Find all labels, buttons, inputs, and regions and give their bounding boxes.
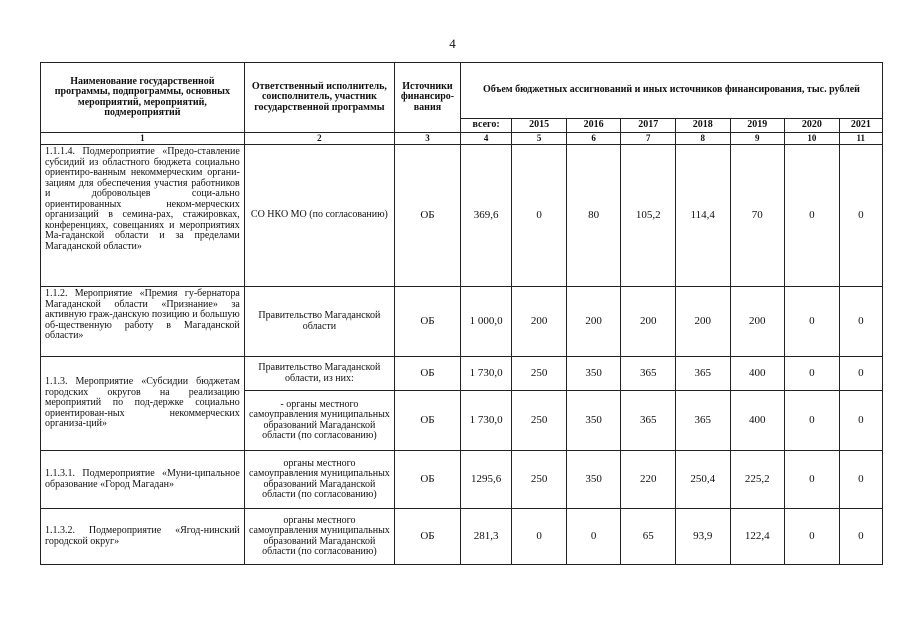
header-total: всего: [460, 119, 511, 133]
value-2019: 200 [730, 287, 785, 357]
value-2019: 70 [730, 145, 785, 287]
value-2019: 122,4 [730, 509, 785, 565]
value-2016: 350 [566, 451, 621, 509]
header-year: 2015 [512, 119, 567, 133]
value-2018: 114,4 [675, 145, 730, 287]
value-2021: 0 [839, 287, 882, 357]
value-total: 1 000,0 [460, 287, 511, 357]
value-2016: 80 [566, 145, 621, 287]
row-responsible: - органы местного самоуправления муниципальных образований Магаданской области (по согласованию) [244, 391, 394, 451]
value-2021: 0 [839, 357, 882, 391]
value-2017: 200 [621, 287, 676, 357]
value-2019: 400 [730, 391, 785, 451]
header-volume: Объем бюджетных ассигнований и иных источников финансирования, тыс. рублей [460, 63, 882, 119]
value-2018: 250,4 [675, 451, 730, 509]
header-name: Наименование государственной программы, подпрограммы, основных мероприятий, мероприятий, подмероприятий [41, 63, 245, 133]
value-total: 1 730,0 [460, 357, 511, 391]
row-responsible: органы местного самоуправления муниципальных образований Магаданской области (по согласованию) [244, 451, 394, 509]
row-responsible: Правительство Магаданской области, из них: [244, 357, 394, 391]
column-index: 5 [512, 133, 567, 145]
row-name: 1.1.3.2. Подмероприятие «Ягод-нинский городской округ» [41, 509, 245, 565]
value-2020: 0 [785, 451, 840, 509]
value-2020: 0 [785, 145, 840, 287]
row-source: ОБ [395, 451, 461, 509]
table-row [41, 287, 883, 357]
value-2017: 220 [621, 451, 676, 509]
value-2017: 65 [621, 509, 676, 565]
value-2021: 0 [839, 391, 882, 451]
row-source: ОБ [395, 145, 461, 287]
value-2016: 350 [566, 391, 621, 451]
table-row [41, 509, 883, 565]
header-year: 2020 [785, 119, 840, 133]
value-2015: 0 [512, 509, 567, 565]
column-index: 4 [460, 133, 511, 145]
row-name: 1.1.3.1. Подмероприятие «Муни-ципальное образование «Город Магадан» [41, 451, 245, 509]
column-index: 8 [675, 133, 730, 145]
value-2020: 0 [785, 509, 840, 565]
column-index: 10 [785, 133, 840, 145]
header-year: 2021 [839, 119, 882, 133]
value-2017: 365 [621, 391, 676, 451]
value-2015: 250 [512, 451, 567, 509]
value-2017: 105,2 [621, 145, 676, 287]
value-total: 1295,6 [460, 451, 511, 509]
table-row [41, 145, 883, 287]
table-row [41, 357, 883, 391]
value-2015: 250 [512, 357, 567, 391]
value-2017: 365 [621, 357, 676, 391]
header-responsible: Ответственный исполнитель, соисполнитель, участник государственной программы [244, 63, 394, 133]
value-2016: 350 [566, 357, 621, 391]
row-responsible: Правительство Магаданской области [244, 287, 394, 357]
value-total: 369,6 [460, 145, 511, 287]
value-2020: 0 [785, 391, 840, 451]
value-2020: 0 [785, 357, 840, 391]
column-index: 1 [41, 133, 245, 145]
value-2018: 365 [675, 391, 730, 451]
header-year: 2017 [621, 119, 676, 133]
row-source: ОБ [395, 357, 461, 391]
header-source: Источники финансиро-вания [395, 63, 461, 133]
value-2018: 365 [675, 357, 730, 391]
row-name: 1.1.1.4. Подмероприятие «Предо-ставление субсидий из областного бюджета социально ориентиро-ванным некоммерческим органи-зациям для обеспечения участия работников и добровольцев соци-ально ориентированных неком-мерческих организаций в семина-рах, стажировках, конференциях, совещаниях и мероприятиях Ма-гаданской области и за пределами Магаданской области» [41, 145, 245, 287]
value-2021: 0 [839, 145, 882, 287]
value-2015: 200 [512, 287, 567, 357]
budget-table [40, 62, 883, 565]
header-year: 2016 [566, 119, 621, 133]
column-index: 7 [621, 133, 676, 145]
row-source: ОБ [395, 287, 461, 357]
column-index: 3 [395, 133, 461, 145]
table-row [41, 451, 883, 509]
row-source: ОБ [395, 509, 461, 565]
row-source: ОБ [395, 391, 461, 451]
value-2015: 0 [512, 145, 567, 287]
value-total: 1 730,0 [460, 391, 511, 451]
value-2021: 0 [839, 509, 882, 565]
column-index: 2 [244, 133, 394, 145]
value-2016: 200 [566, 287, 621, 357]
value-2021: 0 [839, 451, 882, 509]
row-name: 1.1.2. Мероприятие «Премия гу-бернатора Магаданской области «Признание» за активную граж-данскую позицию и большую об-щественную работу в Магаданской области» [41, 287, 245, 357]
value-2019: 400 [730, 357, 785, 391]
value-2019: 225,2 [730, 451, 785, 509]
row-name: 1.1.3. Мероприятие «Субсидии бюджетам городских округов на реализацию мероприятий по под-держке социально ориентирован-ных некоммерческих организа-ций» [41, 357, 245, 451]
header-year: 2018 [675, 119, 730, 133]
header-year: 2019 [730, 119, 785, 133]
value-total: 281,3 [460, 509, 511, 565]
row-responsible: органы местного самоуправления муниципальных образований Магаданской области (по согласованию) [244, 509, 394, 565]
row-responsible: СО НКО МО (по согласованию) [244, 145, 394, 287]
value-2020: 0 [785, 287, 840, 357]
column-index: 11 [839, 133, 882, 145]
page-number: 4 [449, 36, 456, 51]
value-2018: 200 [675, 287, 730, 357]
value-2016: 0 [566, 509, 621, 565]
column-index: 6 [566, 133, 621, 145]
value-2018: 93,9 [675, 509, 730, 565]
column-index: 9 [730, 133, 785, 145]
value-2015: 250 [512, 391, 567, 451]
